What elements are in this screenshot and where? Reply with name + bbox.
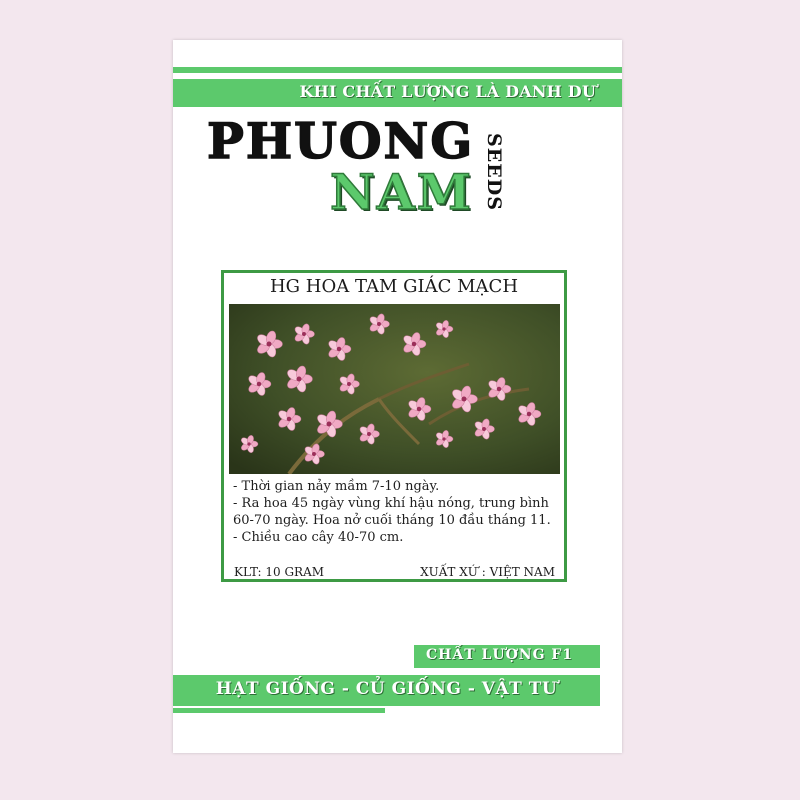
top-stripe — [173, 67, 622, 73]
product-info — [233, 478, 563, 546]
quality-banner — [414, 645, 600, 668]
product-photo — [229, 304, 560, 474]
tagline-banner — [173, 675, 600, 706]
brand-name-line1: PHUONG — [207, 112, 475, 170]
quality-text: CHẤT LƯỢNG F1 — [426, 647, 574, 663]
origin: XUẤT XỨ : VIỆT NAM — [420, 565, 555, 579]
info-germination: - Thời gian nảy mầm 7-10 ngày. — [233, 479, 440, 494]
tagline-text: HẠT GIỐNG - CỦ GIỐNG - VẬT TƯ — [215, 679, 558, 699]
brand-name-line2: NAM — [330, 163, 474, 221]
slogan-text: KHI CHẤT LƯỢNG LÀ DANH DỰ — [299, 82, 596, 101]
product-title: HG HOA TAM GIÁC MẠCH — [269, 276, 519, 297]
brand-seeds-text: SEEDS — [483, 133, 505, 211]
buckwheat-flowers-image — [229, 304, 560, 474]
bottom-stripe — [173, 708, 385, 713]
net-weight: KLT: 10 GRAM — [234, 565, 325, 579]
brand-seeds-vertical — [481, 132, 507, 212]
info-height: - Chiều cao cây 40-70 cm. — [233, 530, 404, 545]
product-card — [221, 270, 567, 582]
info-flowering: - Ra hoa 45 ngày vùng khí hậu nóng, trung bình 60-70 ngày. Hoa nở cuối tháng 10 đầu tháng 11. — [233, 496, 551, 528]
slogan-banner — [173, 79, 622, 107]
seed-packet — [173, 40, 622, 753]
